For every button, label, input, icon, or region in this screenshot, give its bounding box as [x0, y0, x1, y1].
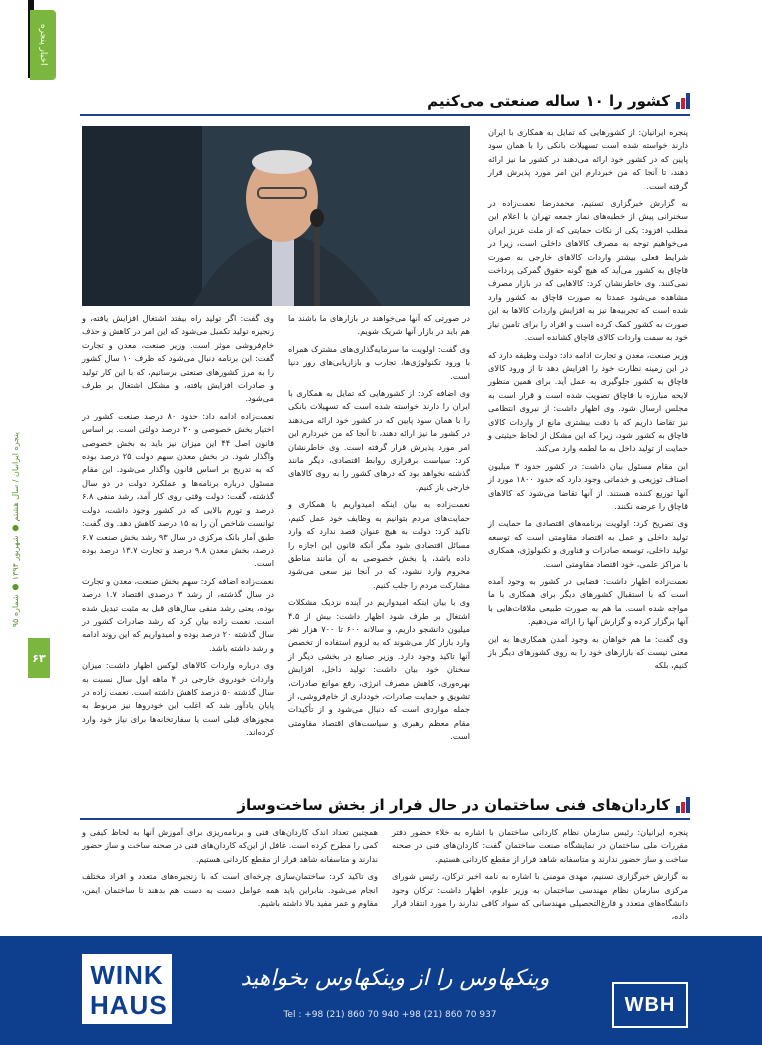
article2-col-right	[392, 826, 688, 928]
section-tab-label: اخبار پنجره	[38, 24, 48, 66]
paragraph: وزیر صنعت، معدن و تجارت ادامه داد: دولت وظیفه دارد که در این زمینه نظارت خود را افزایش دهد تا از ورود کالای قاچاق به کشور جلوگیری به عمل آید. برای همین منظور لایحه مبارزه با قاچاق تصویب شده است و قرار است به مجلس ارسال شود. وی اظهار داشت: از نیروی انتظامی نیز تقاضا داریم که با دقت بیشتری مانع از واردات کالای قاچاق به کشور شود، زیرا که این مشکل از لحاظ حیثیتی و حمایت از تولید داخل به ما لطمه وارد می‌کند.	[488, 349, 688, 454]
wbh-logo: WBH	[612, 982, 688, 1028]
page-number: ۶۳	[28, 638, 50, 678]
article2-col-left	[82, 826, 378, 914]
paragraph: وی درباره واردات کالاهای لوکس اظهار داشت: میزان واردات خودروی خارجی در ۴ ماهه اول سال نسبت به سال گذشته ۵۰ درصد کاهش داشته است. نعمت زاده در پایان یادآور شد که اغلب این خودروها نیز مربوط به مجوزهای قبلی است یا سفارتخانه‌ها برای نیاز خود وارد کرده‌اند.	[82, 660, 274, 738]
issue-line-text: پنجره ایرانیان / سال هشتم ● شهریور ۱۳۹۴ ● شماره ۹۵	[10, 432, 20, 628]
paragraph: نعمت‌زاده اضافه کرد: سهم بخش صنعت، معدن و تجارت در سال گذشته، از رشد ۳ درصدی اقتصاد ۱.۷ درصد بوده، یعنی رشد منفی سال‌های قبل به مثبت تبدیل شده است. نعمت زاده بیان کرد که رشد صادرات کشور در سال گذشته ۲۰ درصد بوده و امیدواریم که این روند ادامه و رشد داشته باشد.	[82, 575, 274, 653]
paragraph: وی تاکید کرد: ساختمان‌سازی چرخه‌ای است که با زنجیره‌های متعدد و افراد مختلف انجام می‌شود. بنابراین باید همه عوامل دست به دست هم بدهند تا ساختمان ایمن، مقاوم و عمر مفید بالا داشته باشیم.	[82, 871, 378, 909]
paragraph: نعمت‌زاده ادامه داد: حدود ۸۰ درصد صنعت کشور در اختیار بخش خصوصی و ۲۰ درصد دولتی است. بر اساس قانون اصل ۴۴ این میزان نیز باید به بخش خصوصی واگذار شود. در بخش معدن سهم دولت ۲۵ درصد بوده که به تدریج بر اساس قانون واگذار می‌شود. این مقام مسئول درباره برنامه‌ها و عملکرد دولت در دو سال گذشته، گفت: دولت وقتی روی کار آمد، رشد منفی ۶.۸ درصد و تورم بالایی که در کشور وجود داشت، دولت توانست شاخص آن را به ۱۵ درصد کاهش دهد. وی گفت: طبق آمار بانک مرکزی در سال ۹۳ رشد بخش صنعت ۶.۷ درصد، بخش معدن ۹.۸ درصد و تجارت ۱۳.۷ درصد بوده است.	[82, 410, 275, 569]
winkhaus-logo	[82, 954, 172, 1024]
article2-headline-text: کاردان‌های فنی ساختمان در حال فرار از بخش ساخت‌وساز	[237, 796, 670, 814]
paragraph: وی گفت: اگر تولید راه بیفتد اشتغال افزایش یافته، و زنجیره تولید تکمیل می‌شود که این امر در کاهش و حذف خام‌فروشی موثر است. وزیر صنعت، معدن و تجارت گفت: این برنامه دنبال می‌شود که ظرف ۱۰ سال کشور را به مرز کشورهای صنعتی برسانیم، که با این کار تولید و صادرات افزایش یافته، و مشکل اشتغال بر طرف می‌شود.	[82, 313, 274, 404]
article1-headline-text: کشور را ۱۰ ساله صنعتی می‌کنیم	[427, 92, 670, 110]
paragraph: در صورتی که آنها می‌خواهند در بازارهای ما باشند ما هم باید در بازار آنها شریک شویم.	[288, 313, 470, 337]
speaker-photo-illustration	[82, 126, 470, 306]
article2-rule	[80, 818, 690, 820]
paragraph: وی گفت: اولویت ما سرمایه‌گذاری‌های مشترک همراه با ورود تکنولوژی‌ها، تجارب و بازاریابی‌های روز دنیا است.	[288, 343, 470, 381]
paragraph: نعمت‌زاده اظهار داشت: فضایی در کشور به وجود آمده است که با استقبال کشورهای دیگر برای همکاری با ما مواجه شده است. ما هم به صورت طبیعی ملاقات‌هایی با آنها برگزار کرده و گزارش آنها را ارائه می‌دهیم.	[488, 576, 688, 627]
paragraph: به گزارش خبرگزاری تسنیم، محمدرضا نعمت‌زاده در سخنرانی پیش از خطبه‌های نماز جمعه تهران با اعلام این مطلب افزود: یکی از نکات حمایتی که از ملت عزیز ایران می‌خواهیم توجه به مصرف کالاهای داخلی است، زیرا در شرایط فعلی بیشتر واردات کالاهای خارجی به صورت قاچاق به کشور می‌آید که هیچ گونه حقوق گمرکی پرداخت نمی‌کنند. وی خاطرنشان کرد: کالاهایی که در بازار مصرف مشاهده می‌شود عمدتا به صورت قاچاق به کشور وارد شده است که تجربیه‌ها نیز به افزایش واردات کالاها به این صورت به کشور کمک کرده است و افراد را برای تامین نیاز خود به سمت واردات کالای قاچاق کشانده است.	[488, 198, 688, 343]
ad-slogan: وینکهاوس را از وینکهاوس بخواهید	[240, 966, 550, 991]
article1-col-right	[488, 126, 688, 677]
paragraph: همچنین تعداد اندک کاردان‌های فنی و برنامه‌ریزی برای آموزش آنها به لحاظ کیفی و کمی را مطرح کرده است. غافل از این‌که کاردان‌های فنی در صحنه ساخت و ساز حضور ندارند و متاسفانه شاهد فرار از مقطع کاردانی هستیم.	[82, 827, 378, 864]
paragraph: وی با بیان اینکه امیدواریم در آینده نزدیک مشکلات اشتغال بر طرف شود اظهار داشت: بیش از ۴.۵ میلیون دانشجو داریم، و سالانه ۶۰۰ تا ۷۰۰ هزار نفر وارد بازار کار می‌شوند که به لزوم استفاده از تخصص آنها تاکید وجود دارد. وزیر صنایع در بخشی دیگر از سخنان خود بیان داشت: تولید داخل، افزایش بهره‌وری، کاهش مصرف انرژی، رفع موانع صادرات، تشویق و حمایت صادرات، خودداری از خام‌فروشی، از جمله مواردی است که دنبال می‌شود و از تأکیدات مقام معظم رهبری و سیاست‌های اقتصاد مقاومتی است.	[288, 597, 470, 742]
bar-chart-icon	[676, 797, 690, 813]
paragraph: وی گفت: ما هم خواهان به وجود آمدن همکاری‌ها به این معنی نیست که بازارهای خود را به روی کشورهای دیگر باز کنیم، بلکه	[488, 633, 688, 671]
ad-telephone: Tel : +98 (21) 860 70 940 +98 (21) 860 70 937	[283, 1010, 497, 1020]
article1-col-left	[82, 312, 274, 744]
bar-chart-icon	[676, 93, 690, 109]
article1-col-middle	[288, 312, 470, 748]
winkhaus-logo-text: WINK HAUS	[90, 960, 168, 1020]
paragraph: وی تصریح کرد: اولویت برنامه‌های اقتصادی ما حمایت از تولید داخلی و عمل به اقتصاد مقاومتی است که توسعه تولید داخلی، توسعه صادرات و فناوری و تکنولوژی، همکاری با مراکز علمی، خود اقتصاد مقاومتی است.	[488, 518, 688, 569]
paragraph: به گزارش خبرگزاری تسنیم، مهدی مومنی با اشاره به نامه اخیر ترکان، رئیس شورای مرکزی سازمان نظام مهندسی ساختمان به وزیر علوم، اظهار داشت: ترکان وجود دانشگاه‌های متعدد و فارغ‌التحصیلی مهندسانی که سواد کافی ندارند را مورد انتقاد قرار داده،	[392, 871, 688, 922]
article1-rule	[80, 114, 690, 116]
article2-headline	[237, 796, 690, 814]
issue-line	[6, 420, 24, 640]
paragraph: نعمت‌زاده به بیان اینکه امیدواریم با همکاری و حمایت‌های مردم بتوانیم به وظایف خود عمل کنیم، تاکید کرد: دولت به هیچ عنوان قصد ندارد که وارد مسائل اقتصادی شود مگر آنکه قانون این اجازه را داده باشد، یا بخش خصوصی به آن مانند مناطق محروم وارد نشود، که در آنجا نیز سعی می‌شود مشارکت مردم را جلب کنیم.	[288, 499, 470, 590]
paragraph: این مقام مسئول بیان داشت: در کشور حدود ۳ میلیون اصناف توزیعی و خدماتی وجود دارد که حدود ۱۸۰۰ مورد از آنها توزیع کننده هستند. از آنها تقاضا می‌شود که کالاهای قاچاق را عرضه نکنند.	[488, 460, 689, 511]
advertisement-banner	[0, 936, 762, 1045]
article1-headline	[427, 92, 690, 110]
paragraph: پنجره ایرانیان: رئیس سازمان نظام کاردانی ساختمان با اشاره به خلاء حضور دفتر مقررات ملی ساختمان در نمایشگاه صنعت ساختمان گفت: کاردان‌های فنی در صحنه ساخت و ساز حضور ندارند و متاسفانه شاهد فرار از مقطع کاردانی هستیم.	[392, 827, 688, 864]
section-tab	[30, 10, 56, 80]
article1-photo	[82, 126, 470, 306]
paragraph: پنجره ایرانیان: از کشورهایی که تمایل به همکاری با ایران دارند خواسته شده است تسهیلات بانکی را با همان سود پایین که در کشور خود ارائه می‌دهند در کشور ما نیز ارائه دهند، تا آنجا که من خبردارم این امر مورد پذیرش قرار گرفته است.	[488, 127, 688, 191]
paragraph: وی اضافه کرد: از کشورهایی که تمایل به همکاری با ایران را دارند خواسته شده است که تسهیلات بانکی را با همان سود پایین که در کشور خود ارائه می‌دهند در کشور ما نیز ارائه دهند، تا آنجا که من خبردارم این امر مورد پذیرش قرار گرفته است. وی خاطرنشان کرد: سیاست برقراری روابط اقتصادی، دیگر مانند گذشته نخواهد بود که درهای کشور را به روی کالاهای خارجی باز کنیم.	[288, 388, 470, 492]
